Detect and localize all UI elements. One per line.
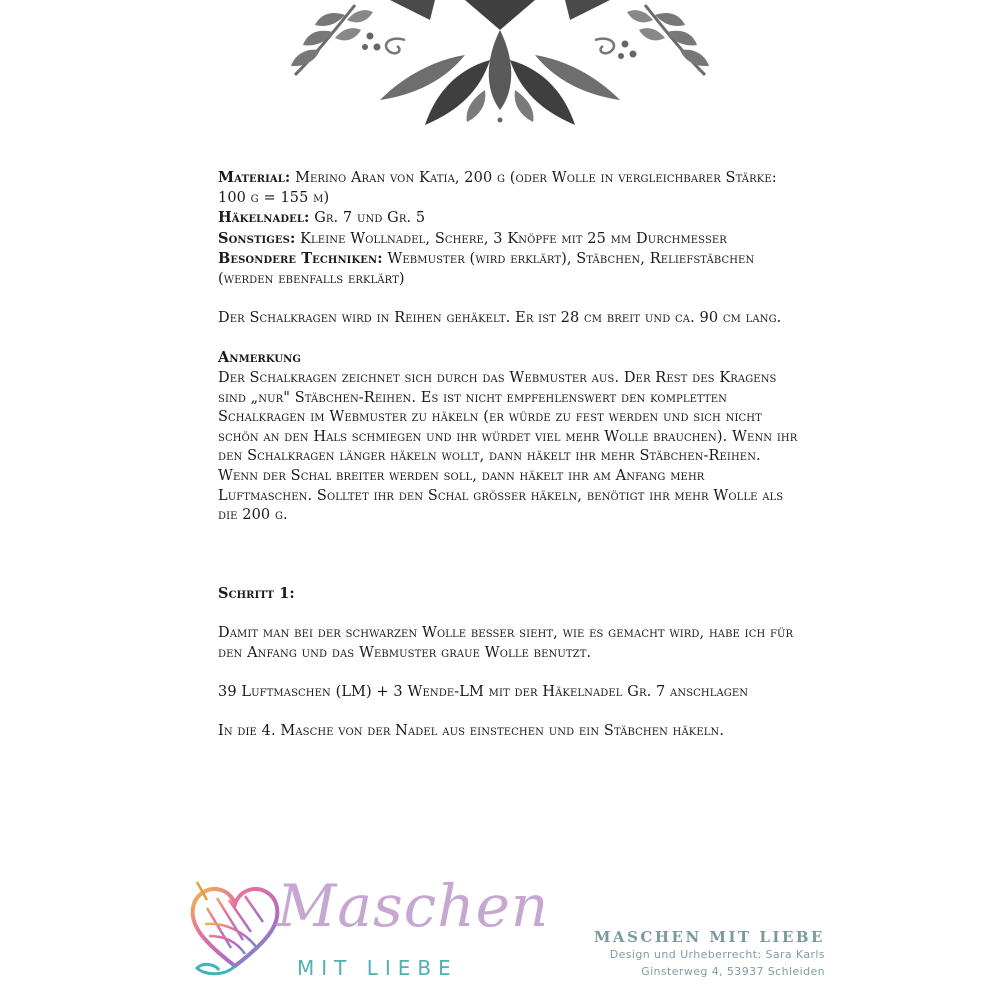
footer-address: Ginsterweg 4, 53937 Schleiden [641,965,825,978]
intro-paragraph: Der Schalkragen wird in Reihen gehäkelt. Er ist 28 cm breit und ca. 90 cm lang. [218,310,782,327]
anmerkung-heading [218,348,798,369]
footer-brand: MASCHEN MIT LIEBE [593,928,825,946]
footer-credit: Design und Urheberrecht: Sara Karls [609,948,825,961]
material-text: Merino Aran von Katia, 200 g (oder Wolle in vergleichbarer Stärke: 100 g = 155 m) [218,170,777,206]
footer-info [594,928,825,980]
schritt-paragraph-2: 39 Luftmaschen (LM) + 3 Wende-LM mit der Häkelnadel Gr. 7 anschlagen [218,684,749,701]
anmerkung-paragraph: Der Schalkragen zeichnet sich durch das Webmuster aus. Der Rest des Kragens sind „nur" Stäbchen-Reihen. Es ist nicht empfehlenswert den kompletten Schalkragen im Webmuster zu häkeln (er würde zu fest werden und sich nicht schön an den Hals schmiegen und ihr würdet viel mehr Wolle brauchen). Wenn ihr den Schalkragen länger häkeln wollt, dann häkelt ihr mehr Stäbchen-Reihen. Wenn der Schal breiter werden soll, dann häkelt ihr am Anfang mehr Luftmaschen. Solltet ihr den Schal grösser häkeln, benötigt ihr mehr Wolle als die 200 g. [218,369,798,524]
floral-ornament-icon [285,0,715,130]
pattern-text [218,168,798,742]
techniken-text: Webmuster (wird erklärt), Stäbchen, Reliefstäbchen (werden ebenfalls erklärt) [218,251,755,287]
techniken-line [218,249,798,289]
logo-script-text: Maschen [277,872,550,940]
brand-logo [185,872,550,988]
haekelnadel-line [218,208,798,229]
haekelnadel-text: Gr. 7 und Gr. 5 [309,210,426,227]
schritt-heading-text: Schritt 1: [218,585,295,603]
techniken-label: Besondere Techniken: [218,250,383,268]
yarn-heart-icon [185,878,285,978]
haekelnadel-label: Häkelnadel: [218,209,310,227]
material-line [218,168,798,208]
logo-sub-text: MIT LIEBE [297,956,458,980]
sonstiges-label: Sonstiges: [218,229,296,247]
anmerkung-heading-text: Anmerkung [218,349,302,367]
sonstiges-text: Kleine Wollnadel, Schere, 3 Knöpfe mit 25 mm Durchmesser [295,230,727,247]
schritt-paragraph-3: In die 4. Masche von der Nadel aus einstechen und ein Stäbchen häkeln. [218,723,725,740]
schritt-heading [218,584,798,605]
schritt-paragraph-1: Damit man bei der schwarzen Wolle besser sieht, wie es gemacht wird, habe ich für den Anfang und das Webmuster graue Wolle benutzt. [218,625,794,662]
material-label: Material: [218,169,291,186]
sonstiges-line [218,229,798,250]
